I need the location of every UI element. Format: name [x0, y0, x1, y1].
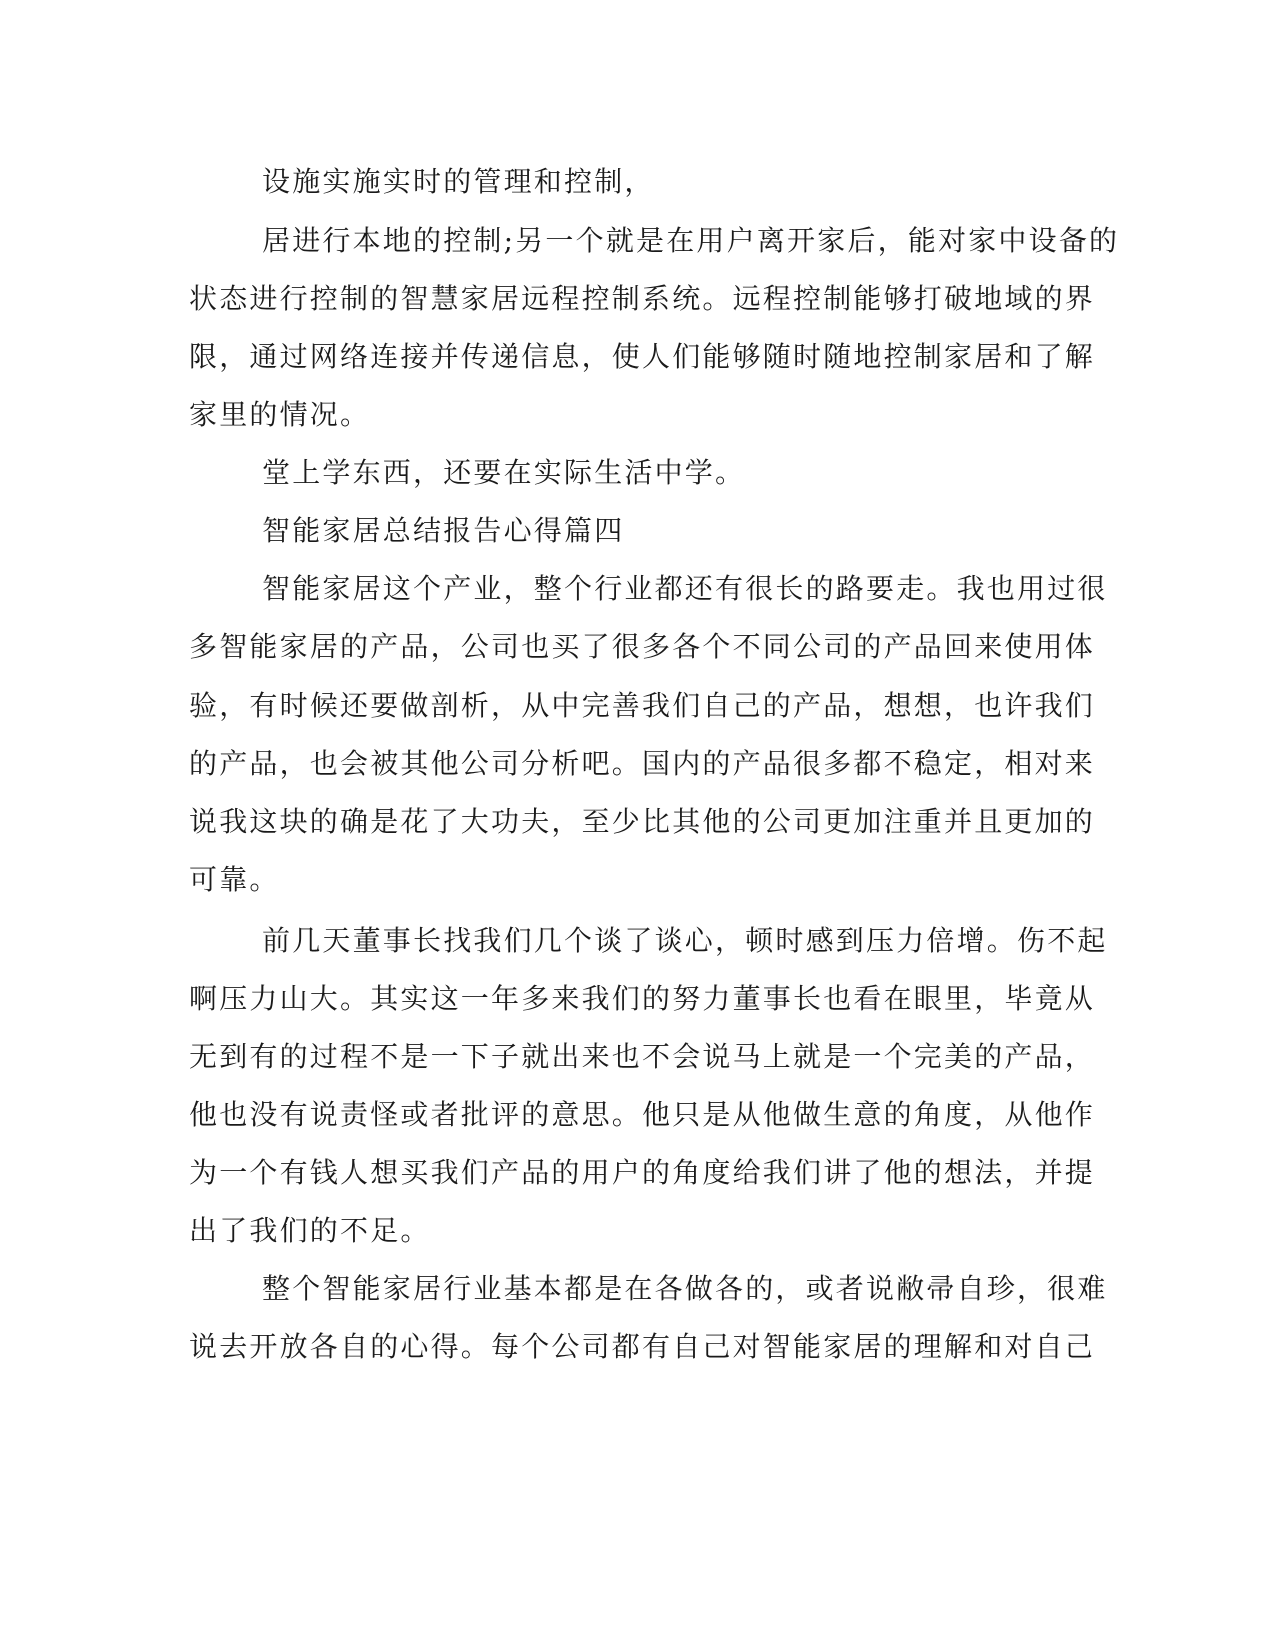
text-line: 多智能家居的产品，公司也买了很多各个不同公司的产品回来使用体 [189, 630, 1096, 663]
text-line: 堂上学东西，还要在实际生活中学。 [262, 456, 746, 489]
text-line: 说我这块的确是花了大功夫，至少比其他的公司更加注重并且更加的 [189, 805, 1096, 838]
text-line: 验，有时候还要做剖析，从中完善我们自己的产品，想想，也许我们 [189, 689, 1096, 722]
text-line: 可靠。 [189, 863, 280, 896]
text-line: 说去开放各自的心得。每个公司都有自己对智能家居的理解和对自己 [189, 1330, 1096, 1363]
section-heading: 智能家居总结报告心得篇四 [262, 514, 625, 547]
text-line: 状态进行控制的智慧家居远程控制系统。远程控制能够打破地域的界 [189, 282, 1096, 315]
text-line: 无到有的过程不是一下子就出来也不会说马上就是一个完美的产品， [189, 1040, 1096, 1073]
text-line: 居进行本地的控制;另一个就是在用户离开家后，能对家中设备的 [262, 224, 1120, 257]
text-line: 为一个有钱人想买我们产品的用户的角度给我们讲了他的想法，并提 [189, 1156, 1096, 1189]
text-line: 智能家居这个产业，整个行业都还有很长的路要走。我也用过很 [262, 572, 1108, 605]
text-line: 啊压力山大。其实这一年多来我们的努力董事长也看在眼里，毕竟从 [189, 982, 1096, 1015]
text-line: 他也没有说责怪或者批评的意思。他只是从他做生意的角度，从他作 [189, 1098, 1096, 1131]
text-line: 整个智能家居行业基本都是在各做各的，或者说敝帚自珍，很难 [262, 1272, 1108, 1305]
text-line: 的产品，也会被其他公司分析吧。国内的产品很多都不稳定，相对来 [189, 747, 1096, 780]
text-line: 出了我们的不足。 [189, 1214, 431, 1247]
text-line: 前几天董事长找我们几个谈了谈心，顿时感到压力倍增。伤不起 [262, 924, 1108, 957]
text-line: 家里的情况。 [189, 398, 371, 431]
text-line: 设施实施实时的管理和控制， [262, 165, 655, 198]
text-line: 限，通过网络连接并传递信息，使人们能够随时随地控制家居和了解 [189, 340, 1096, 373]
